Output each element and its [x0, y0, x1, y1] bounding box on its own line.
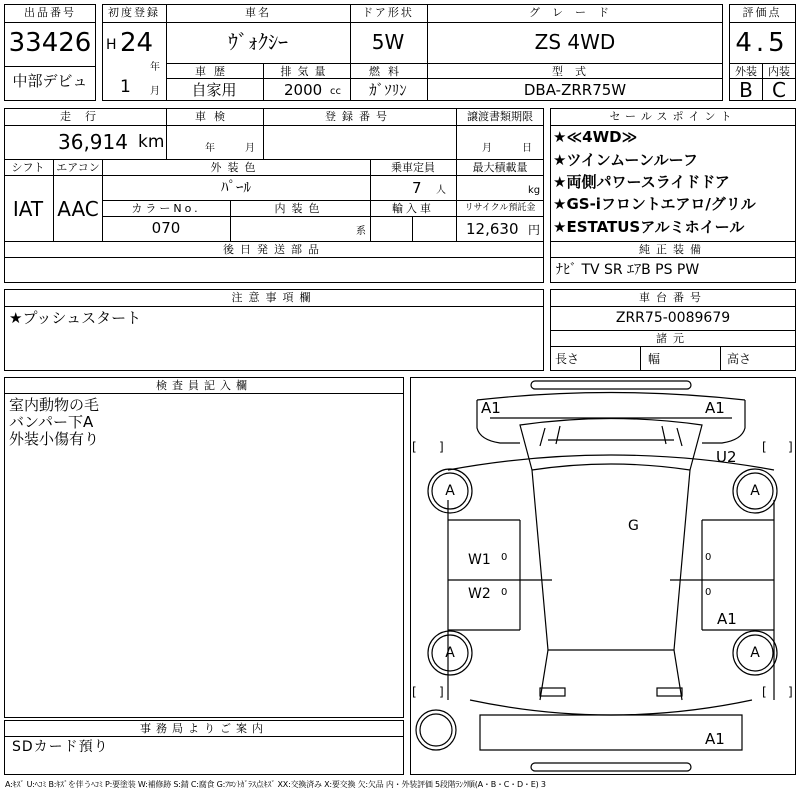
- mileage-value: 36,914: [58, 130, 128, 154]
- first-reg-month: 1: [120, 77, 131, 97]
- inspection-header: 車検: [195, 110, 233, 123]
- zero-mark-1: 0: [501, 552, 508, 563]
- sales-point-2: ★ツインムーンルーフ: [553, 151, 698, 169]
- mark-right-rear: A1: [717, 610, 737, 628]
- specs-height: 高さ: [727, 352, 752, 366]
- specs-length: 長さ: [555, 352, 580, 366]
- zero-mark-4: 0: [705, 587, 712, 598]
- legend: A:ｷｽﾞ U:ﾍｺﾐ B:ｷｽﾞを伴うﾍｺﾐ P:要塗装 W:補修跡 S:錆 C:腐食 G:ﾌﾛﾝﾄｶﾞﾗｽ点ｷｽﾞ XX:交換済み X:要交換 欠:欠品 内・外装評価 5段階ﾗﾝｸ順(A・B・C・D・E) 3: [5, 780, 546, 789]
- mileage-unit: km: [138, 132, 165, 152]
- import-header: 輸入車: [392, 202, 434, 215]
- model-header: 型式: [552, 65, 598, 78]
- mark-front-right: A1: [705, 399, 725, 417]
- mark-rear-bumper: A1: [705, 730, 725, 748]
- sales-point-1: ★≪4WD≫: [553, 128, 638, 146]
- chassis-value: ZRR75-0089679: [615, 310, 731, 326]
- grade-header: グレード: [529, 6, 621, 19]
- transfer-month-unit: 月: [482, 143, 492, 154]
- mark-wheel-fr: A: [750, 483, 760, 499]
- bracket-rl-open: [: [412, 685, 417, 699]
- zero-mark-2: 0: [501, 587, 508, 598]
- displacement-unit: cc: [330, 86, 341, 97]
- first-reg-header: 初度登録: [108, 6, 160, 19]
- car-name-header: 車名: [245, 6, 271, 19]
- door-header: ドア形状: [362, 6, 414, 19]
- mark-left-rear-glass: W2: [468, 586, 491, 602]
- later-parts-header: 後日発送部品: [223, 243, 325, 256]
- model-value: DBA-ZRR75W: [523, 81, 627, 99]
- zero-mark-3: 0: [705, 552, 712, 563]
- registration-header: 登録番号: [325, 110, 393, 123]
- bracket-fl-close: ]: [439, 440, 444, 454]
- aircon-header: エアコン: [56, 161, 100, 174]
- interior-header: 内装: [768, 65, 790, 78]
- mark-wheel-rr: A: [750, 645, 760, 661]
- shift-value: IAT: [12, 197, 44, 221]
- aircon-value: AAC: [57, 197, 99, 221]
- inspector-line-3: 外装小傷有り: [9, 430, 100, 448]
- inspector-line-1: 室内動物の毛: [9, 396, 100, 414]
- mileage-header: 走行: [60, 110, 110, 123]
- first-reg-year-unit: 年: [150, 62, 160, 73]
- inspection-year-unit: 年: [205, 143, 215, 154]
- displacement-value: 2000: [284, 81, 323, 99]
- inspector-line-2: バンパー下A: [9, 413, 94, 431]
- inspector-header: 検査員記入欄: [156, 379, 252, 392]
- bracket-fr-open: [: [762, 440, 767, 454]
- exterior-grade: B: [739, 78, 753, 102]
- inspection-month-unit: 月: [245, 143, 255, 154]
- lot-header: 出品番号: [24, 6, 76, 19]
- recycle-header: リサイクル預託金: [464, 203, 536, 213]
- bracket-rr-open: [: [762, 685, 767, 699]
- door-value: 5W: [371, 30, 405, 54]
- fuel-value: ｶﾞｿﾘﾝ: [369, 81, 407, 99]
- fuel-header: 燃料: [369, 65, 407, 78]
- exterior-header: 外装: [735, 65, 757, 78]
- mark-roof: G: [628, 518, 639, 534]
- shift-header: シフト: [11, 161, 45, 174]
- lot-dept: 中部デビュ: [12, 72, 88, 90]
- first-reg-year: 24: [120, 28, 154, 58]
- equipment-header: 純正装備: [639, 243, 707, 256]
- sales-point-4: ★GS-iフロントエアロ/グリル: [553, 195, 756, 213]
- car-name: ｳﾞｫｸｼｰ: [228, 30, 288, 54]
- interior-grade: C: [772, 78, 786, 102]
- history-value: 自家用: [191, 81, 237, 99]
- equipment-value: ﾅﾋﾞ TV SR ｴｱB PS PW: [556, 262, 700, 278]
- specs-width: 幅: [648, 352, 661, 366]
- first-reg-era: H: [106, 37, 117, 53]
- sales-points-header: セールスポイント: [609, 110, 737, 123]
- history-header: 車歴: [195, 65, 233, 78]
- sales-point-3: ★両側パワースライドドア: [553, 173, 730, 191]
- capacity-header: 乗車定員: [391, 161, 435, 174]
- transfer-header: 譲渡書類期限: [467, 110, 533, 123]
- office-header: 事務局よりご案内: [140, 722, 268, 735]
- capacity-value: 7: [412, 179, 422, 197]
- interior-color-unit: 系: [356, 226, 366, 237]
- rating-header: 評価点: [742, 6, 782, 19]
- mark-front-left: A1: [481, 399, 501, 417]
- displacement-header: 排気量: [280, 65, 332, 78]
- capacity-unit: 人: [436, 185, 446, 196]
- transfer-day-unit: 日: [522, 143, 532, 154]
- mark-wheel-rl: A: [445, 645, 455, 661]
- interior-color-header: 内装色: [274, 202, 326, 215]
- grade-value: ZS 4WD: [534, 30, 616, 54]
- bracket-fl-open: [: [412, 440, 417, 454]
- mark-left-front-glass: W1: [468, 552, 491, 568]
- notes-header: 注意事項欄: [231, 291, 317, 304]
- lot-number: 33426: [8, 28, 92, 58]
- color-no-header: カラーNo.: [131, 202, 201, 215]
- bracket-rr-close: ]: [788, 685, 793, 699]
- first-reg-month-unit: 月: [150, 86, 160, 97]
- office-text: SDカード預り: [12, 739, 109, 755]
- mark-right-front-door: U2: [716, 448, 737, 466]
- rating-value: 4.5: [735, 28, 789, 58]
- notes-text: ★プッシュスタート: [9, 309, 142, 327]
- chassis-header: 車台番号: [639, 291, 707, 304]
- max-load-header: 最大積載量: [472, 161, 528, 174]
- bracket-fr-close: ]: [788, 440, 793, 454]
- exterior-color-header: 外装色: [210, 161, 262, 174]
- exterior-color-value: ﾊﾟｰﾙ: [220, 178, 252, 196]
- recycle-unit: 円: [528, 223, 541, 237]
- color-no-value: 070: [151, 219, 181, 237]
- sales-point-5: ★ESTATUSアルミホイール: [553, 218, 745, 236]
- bracket-rl-close: ]: [439, 685, 444, 699]
- mark-wheel-fl: A: [445, 483, 455, 499]
- max-load-unit: kg: [528, 185, 541, 196]
- specs-header: 諸元: [656, 332, 690, 345]
- recycle-value: 12,630: [466, 220, 519, 238]
